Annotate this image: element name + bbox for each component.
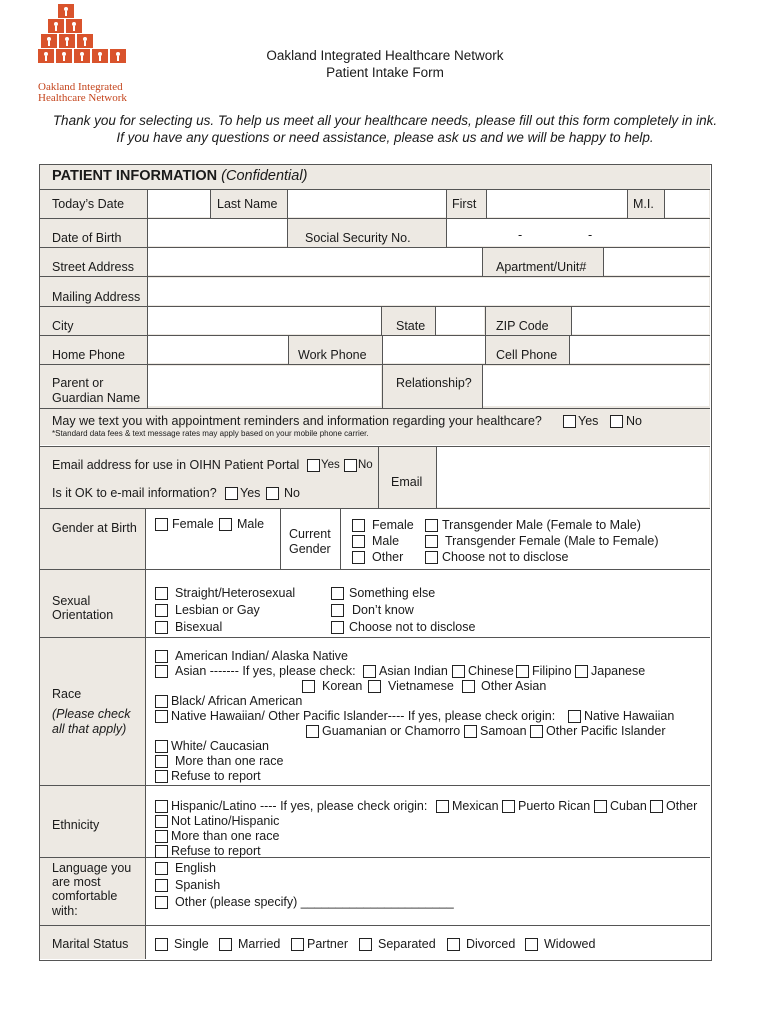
white-checkbox[interactable] bbox=[155, 740, 168, 753]
single-checkbox[interactable] bbox=[155, 938, 168, 951]
mailing-label: Mailing Address bbox=[52, 290, 141, 304]
apt-input[interactable] bbox=[604, 248, 709, 275]
current-gender-label-2: Gender bbox=[289, 542, 331, 556]
mi-label: M.I. bbox=[633, 197, 654, 211]
relationship-input[interactable] bbox=[483, 366, 709, 406]
work-phone-label: Work Phone bbox=[298, 348, 367, 362]
other-pi-label: Other Pacific Islander bbox=[546, 724, 666, 738]
more-race-label: More than one race bbox=[175, 754, 284, 768]
more-race-checkbox[interactable] bbox=[155, 755, 168, 768]
nhpi-label: Native Hawaiian/ Other Pacific Islander---- If yes, please check origin: bbox=[171, 709, 556, 723]
guardian-input[interactable] bbox=[148, 366, 381, 406]
street-label: Street Address bbox=[52, 260, 134, 274]
lesbian-gay-checkbox[interactable] bbox=[155, 604, 168, 617]
partner-checkbox[interactable] bbox=[291, 938, 304, 951]
not-hispanic-checkbox[interactable] bbox=[155, 815, 168, 828]
dont-know-checkbox[interactable] bbox=[331, 604, 344, 617]
text-consent-no-label: No bbox=[626, 414, 642, 428]
married-checkbox[interactable] bbox=[219, 938, 232, 951]
marital-label: Marital Status bbox=[52, 937, 129, 951]
section-title-main: PATIENT INFORMATION bbox=[52, 168, 218, 184]
trans-female-label: Transgender Female (Male to Female) bbox=[445, 534, 659, 548]
asian-checkbox[interactable] bbox=[155, 665, 168, 678]
cell-phone-input[interactable] bbox=[570, 336, 709, 363]
first-name-input[interactable] bbox=[487, 190, 627, 217]
not-hispanic-label: Not Latino/Hispanic bbox=[171, 814, 280, 828]
email-ok-yes-label: Yes bbox=[240, 486, 261, 500]
home-phone-input[interactable] bbox=[148, 336, 288, 363]
other-language-checkbox[interactable] bbox=[155, 896, 168, 909]
puerto-rican-label: Puerto Rican bbox=[518, 799, 591, 813]
spanish-label: Spanish bbox=[175, 878, 221, 892]
hispanic-checkbox[interactable] bbox=[155, 800, 168, 813]
white-label: White/ Caucasian bbox=[171, 739, 269, 753]
orientation-not-disclose-label: Choose not to disclose bbox=[349, 620, 476, 634]
current-male-label: Male bbox=[372, 534, 400, 548]
portal-question: Email address for use in OIHN Patient Portal bbox=[52, 458, 300, 472]
first-name-label: First bbox=[452, 197, 477, 211]
email-ok-no-label: No bbox=[284, 486, 300, 500]
english-checkbox[interactable] bbox=[155, 862, 168, 875]
other-pi-checkbox[interactable] bbox=[530, 725, 543, 738]
puerto-rican-checkbox[interactable] bbox=[502, 800, 515, 813]
text-consent-note: *Standard data fees & text message rates may apply based on your mobile phone carrier. bbox=[52, 429, 369, 438]
dont-know-label: Don’t know bbox=[352, 603, 414, 617]
language-label-3: comfortable bbox=[52, 889, 118, 903]
street-input[interactable] bbox=[148, 248, 482, 275]
state-label: State bbox=[396, 319, 426, 333]
section-title bbox=[52, 167, 307, 185]
ssn-dash-1: - bbox=[518, 228, 523, 242]
text-consent-question: May we text you with appointment reminders and information regarding your healthcare? bbox=[52, 414, 542, 428]
japanese-checkbox[interactable] bbox=[575, 665, 588, 678]
japanese-label: Japanese bbox=[591, 664, 646, 678]
city-label: City bbox=[52, 319, 74, 333]
current-gender-label-1: Current bbox=[289, 527, 331, 541]
other-origin-label: Other bbox=[666, 799, 698, 813]
language-label-2: are most bbox=[52, 875, 101, 889]
gender-birth-label: Gender at Birth bbox=[52, 521, 137, 535]
other-asian-checkbox[interactable] bbox=[462, 680, 475, 693]
orientation-not-disclose-checkbox[interactable] bbox=[331, 621, 344, 634]
dob-input[interactable] bbox=[148, 219, 288, 246]
separated-label: Separated bbox=[378, 937, 436, 951]
something-else-checkbox[interactable] bbox=[331, 587, 344, 600]
logo-line-2: Healthcare Network bbox=[38, 92, 127, 104]
text-consent-yes-checkbox[interactable] bbox=[563, 415, 576, 428]
current-female-label: Female bbox=[372, 518, 414, 532]
samoan-label: Samoan bbox=[480, 724, 527, 738]
work-phone-input[interactable] bbox=[383, 336, 485, 363]
guardian-label-1: Parent or bbox=[52, 376, 104, 390]
widowed-checkbox[interactable] bbox=[525, 938, 538, 951]
current-other-label: Other bbox=[372, 550, 404, 564]
korean-label: Korean bbox=[322, 679, 363, 693]
trans-female-checkbox[interactable] bbox=[425, 535, 438, 548]
section-title-sub: (Confidential) bbox=[221, 168, 308, 184]
ethnicity-refuse-label: Refuse to report bbox=[171, 844, 261, 858]
hispanic-label: Hispanic/Latino ---- If yes, please check origin: bbox=[171, 799, 428, 813]
email-ok-question: Is it OK to e-mail information? bbox=[52, 486, 217, 500]
zip-input[interactable] bbox=[572, 307, 709, 334]
text-consent-yes-label: Yes bbox=[578, 414, 599, 428]
todays-date-label: Today’s Date bbox=[52, 197, 125, 211]
dob-label: Date of Birth bbox=[52, 231, 122, 245]
black-checkbox[interactable] bbox=[155, 695, 168, 708]
ethnicity-label: Ethnicity bbox=[52, 818, 100, 832]
american-indian-checkbox[interactable] bbox=[155, 650, 168, 663]
birth-female-label: Female bbox=[172, 517, 214, 531]
email-ok-yes-checkbox[interactable] bbox=[225, 487, 238, 500]
divorced-checkbox[interactable] bbox=[447, 938, 460, 951]
trans-male-label: Transgender Male (Female to Male) bbox=[442, 518, 641, 532]
cell-phone-label: Cell Phone bbox=[496, 348, 558, 362]
mi-input[interactable] bbox=[665, 190, 709, 217]
asian-label: Asian ------- If yes, please check: bbox=[175, 664, 356, 678]
other-origin-checkbox[interactable] bbox=[650, 800, 663, 813]
native-hawaiian-label: Native Hawaiian bbox=[584, 709, 675, 723]
ethnicity-more-checkbox[interactable] bbox=[155, 830, 168, 843]
email-input[interactable] bbox=[437, 447, 709, 507]
ssn-dash-2: - bbox=[588, 228, 593, 242]
portal-yes-checkbox[interactable] bbox=[307, 459, 320, 472]
mailing-input[interactable] bbox=[148, 278, 709, 305]
gender-not-disclose-checkbox[interactable] bbox=[425, 551, 438, 564]
black-label: Black/ African American bbox=[171, 694, 303, 708]
straight-label: Straight/Heterosexual bbox=[175, 586, 296, 600]
birth-female-checkbox[interactable] bbox=[155, 518, 168, 531]
asian-indian-label: Asian Indian bbox=[379, 664, 448, 678]
widowed-label: Widowed bbox=[544, 937, 596, 951]
todays-date-input[interactable] bbox=[148, 190, 210, 217]
form-title: Patient Intake Form bbox=[326, 65, 444, 80]
portal-yes-label: Yes bbox=[321, 459, 340, 471]
gender-not-disclose-label: Choose not to disclose bbox=[442, 550, 569, 564]
native-hawaiian-checkbox[interactable] bbox=[568, 710, 581, 723]
cuban-checkbox[interactable] bbox=[594, 800, 607, 813]
state-input[interactable] bbox=[436, 307, 484, 334]
chinese-label: Chinese bbox=[468, 664, 514, 678]
race-label: Race bbox=[52, 687, 82, 701]
race-hint-2: all that apply) bbox=[52, 722, 127, 736]
filipino-label: Filipino bbox=[532, 664, 572, 678]
nhpi-checkbox[interactable] bbox=[155, 710, 168, 723]
asian-indian-checkbox[interactable] bbox=[363, 665, 376, 678]
last-name-input[interactable] bbox=[288, 190, 446, 217]
orientation-label-1: Sexual bbox=[52, 594, 91, 608]
race-refuse-checkbox[interactable] bbox=[155, 770, 168, 783]
current-other-checkbox[interactable] bbox=[352, 551, 365, 564]
cuban-label: Cuban bbox=[610, 799, 647, 813]
ethnicity-more-label: More than one race bbox=[171, 829, 280, 843]
home-phone-label: Home Phone bbox=[52, 348, 125, 362]
logo-line-1: Oakland Integrated bbox=[38, 81, 123, 93]
american-indian-label: American Indian/ Alaska Native bbox=[175, 649, 349, 663]
orientation-label-2: Orientation bbox=[52, 608, 114, 622]
divorced-label: Divorced bbox=[466, 937, 516, 951]
email-ok-no-checkbox[interactable] bbox=[266, 487, 279, 500]
samoan-checkbox[interactable] bbox=[464, 725, 477, 738]
ssn-input[interactable] bbox=[447, 219, 709, 246]
ssn-label: Social Security No. bbox=[305, 231, 411, 245]
korean-checkbox[interactable] bbox=[302, 680, 315, 693]
form-org-title: Oakland Integrated Healthcare Network bbox=[266, 48, 504, 63]
race-refuse-label: Refuse to report bbox=[171, 769, 261, 783]
current-female-checkbox[interactable] bbox=[352, 519, 365, 532]
email-label: Email bbox=[391, 475, 423, 489]
guamanian-checkbox[interactable] bbox=[306, 725, 319, 738]
portal-no-checkbox[interactable] bbox=[344, 459, 357, 472]
straight-checkbox[interactable] bbox=[155, 587, 168, 600]
partner-label: Partner bbox=[307, 937, 348, 951]
trans-male-checkbox[interactable] bbox=[425, 519, 438, 532]
lesbian-gay-label: Lesbian or Gay bbox=[175, 603, 260, 617]
married-label: Married bbox=[238, 937, 281, 951]
bisexual-checkbox[interactable] bbox=[155, 621, 168, 634]
filipino-checkbox[interactable] bbox=[516, 665, 529, 678]
guamanian-label: Guamanian or Chamorro bbox=[322, 724, 461, 738]
something-else-label: Something else bbox=[349, 586, 436, 600]
race-hint-1: (Please check bbox=[52, 707, 131, 721]
current-male-checkbox[interactable] bbox=[352, 535, 365, 548]
mexican-checkbox[interactable] bbox=[436, 800, 449, 813]
portal-no-label: No bbox=[358, 459, 373, 471]
ethnicity-refuse-checkbox[interactable] bbox=[155, 845, 168, 858]
apt-label: Apartment/Unit# bbox=[496, 260, 587, 274]
logo-text bbox=[38, 82, 127, 104]
mexican-label: Mexican bbox=[452, 799, 499, 813]
relationship-label: Relationship? bbox=[396, 376, 472, 390]
zip-label: ZIP Code bbox=[496, 319, 549, 333]
english-label: English bbox=[175, 861, 216, 875]
single-label: Single bbox=[174, 937, 209, 951]
language-label-4: with: bbox=[52, 904, 78, 918]
other-language-label: Other (please specify) ______________________ bbox=[175, 895, 454, 909]
guardian-label-2: Guardian Name bbox=[52, 391, 141, 405]
text-consent-no-checkbox[interactable] bbox=[610, 415, 623, 428]
vietnamese-label: Vietnamese bbox=[388, 679, 454, 693]
city-input[interactable] bbox=[148, 307, 381, 334]
intro-line-1: Thank you for selecting us. To help us meet all your healthcare needs, please fill out this form completely in ink. bbox=[52, 113, 718, 128]
last-name-label: Last Name bbox=[217, 197, 278, 211]
language-label-1: Language you bbox=[52, 861, 132, 875]
bisexual-label: Bisexual bbox=[175, 620, 223, 634]
birth-male-checkbox[interactable] bbox=[219, 518, 232, 531]
other-asian-label: Other Asian bbox=[481, 679, 547, 693]
vietnamese-checkbox[interactable] bbox=[368, 680, 381, 693]
chinese-checkbox[interactable] bbox=[452, 665, 465, 678]
spanish-checkbox[interactable] bbox=[155, 879, 168, 892]
birth-male-label: Male bbox=[237, 517, 265, 531]
intro-line-2: If you have any questions or need assistance, please ask us and we will be happy to help. bbox=[116, 130, 654, 145]
separated-checkbox[interactable] bbox=[359, 938, 372, 951]
